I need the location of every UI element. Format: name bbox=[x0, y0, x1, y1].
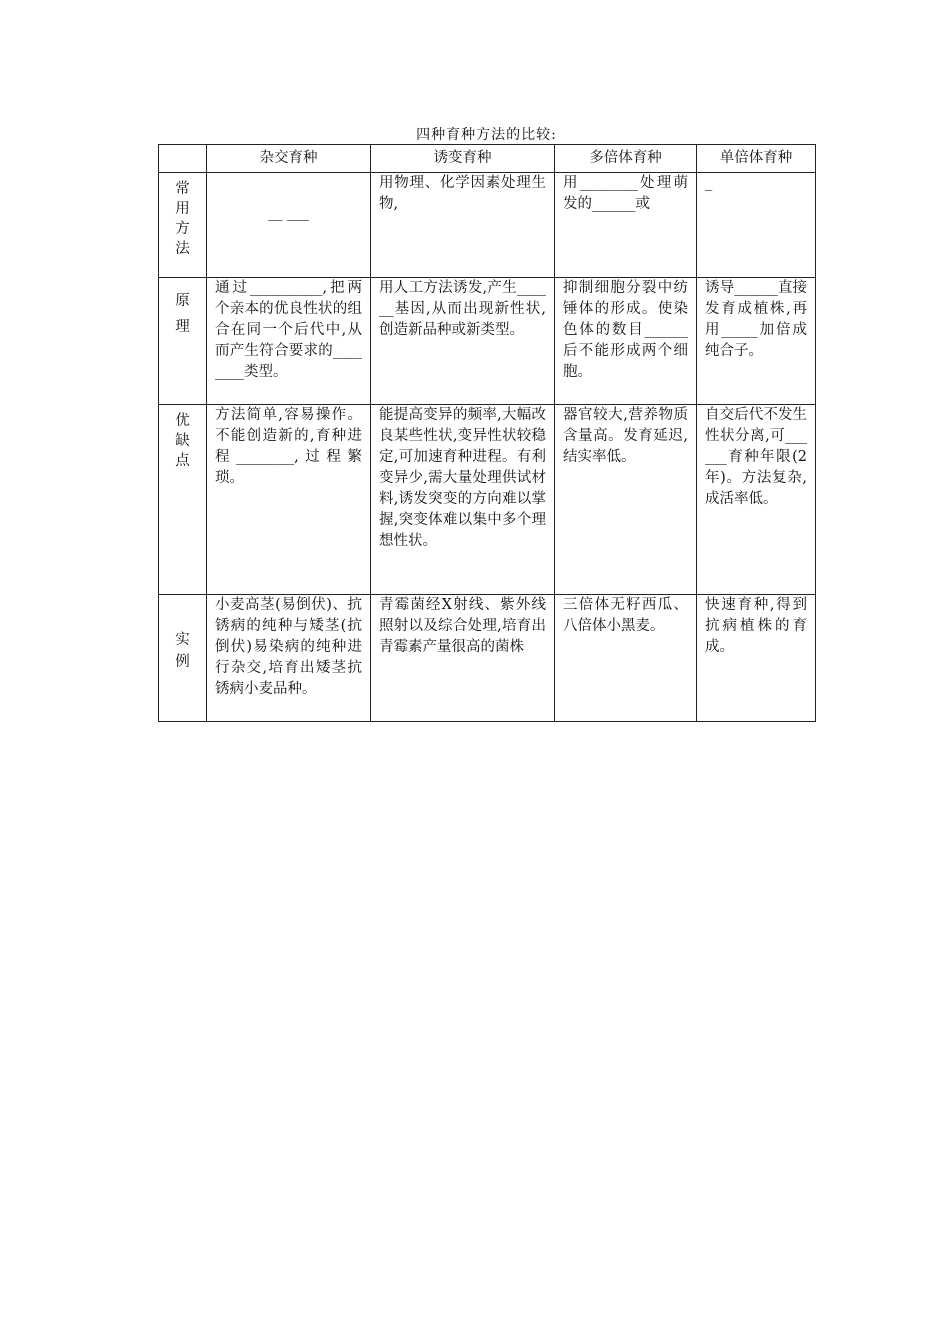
row-label-principle bbox=[159, 278, 207, 405]
table-cell bbox=[555, 278, 697, 405]
table-row bbox=[159, 278, 816, 405]
table-cell bbox=[207, 405, 371, 595]
cell-text: 方法简单,容易操作。不能创造新的,育种进程________,过程繁琐。 bbox=[215, 407, 362, 486]
cell-text: 抑制细胞分裂中纺锤体的形成。使染色体的数目______后不能形成两个细胞。 bbox=[563, 280, 688, 380]
table-cell bbox=[371, 595, 555, 722]
table-header-row bbox=[159, 145, 816, 173]
cell-text: 用物理、化学因素处理生物, bbox=[379, 175, 546, 212]
table-cell bbox=[697, 173, 816, 278]
cell-text: 通过__________,把两个亲本的优良性状的组合在同一个后代中,从而产生符合要求的________类型。 bbox=[215, 280, 362, 380]
cell-text: 用人工方法诱发,产生______基因,从而出现新性状,创造新品种或新类型。 bbox=[379, 280, 546, 338]
header-cell-haploid-breeding: 单倍体育种 bbox=[697, 145, 816, 173]
cell-text: 青霉菌经X射线、紫外线照射以及综合处理,培育出青霉素产量很高的菌株 bbox=[379, 597, 546, 655]
cell-text: 快速育种,得到抗病植株的育成。 bbox=[705, 597, 807, 655]
table-cell bbox=[697, 278, 816, 405]
cell-text: 诱导______直接发育成植株,再用_____加倍成纯合子。 bbox=[705, 280, 807, 359]
table-cell bbox=[555, 405, 697, 595]
row-label-text: 实 例 bbox=[175, 632, 190, 670]
row-label-pros-cons bbox=[159, 405, 207, 595]
table-cell bbox=[207, 595, 371, 722]
cell-text: __ ___ bbox=[268, 205, 309, 221]
row-label-text: 原 理 bbox=[175, 293, 190, 335]
header-cell-mutation-breeding: 诱变育种 bbox=[371, 145, 555, 173]
header-cell-cross-breeding: 杂交育种 bbox=[207, 145, 371, 173]
document-title: 四种育种方法的比较: bbox=[416, 127, 557, 143]
table-row bbox=[159, 595, 816, 722]
cell-text: 三倍体无籽西瓜、八倍体小黑麦。 bbox=[563, 597, 688, 634]
row-label-example bbox=[159, 595, 207, 722]
cell-text: 能提高变异的频率,大幅改良某些性状,变异性状较稳定,可加速育种进程。有利变异少,需大量处理供试材料,诱发突变的方向难以掌握,突变体难以集中多个理想性状。 bbox=[379, 407, 546, 549]
header-cell-corner bbox=[159, 145, 207, 173]
cell-text: _ bbox=[705, 175, 713, 191]
table-cell bbox=[371, 278, 555, 405]
table-cell bbox=[371, 405, 555, 595]
table-cell bbox=[207, 173, 371, 278]
table-cell bbox=[697, 405, 816, 595]
cell-text: 小麦高茎(易倒伏)、抗锈病的纯种与矮茎(抗倒伏)易染病的纯种进行杂交,培育出矮茎抗锈病小麦品种。 bbox=[215, 597, 362, 697]
table-cell bbox=[207, 278, 371, 405]
table-cell bbox=[371, 173, 555, 278]
table-cell bbox=[697, 595, 816, 722]
row-label-text: 常用方法 bbox=[175, 181, 190, 257]
cell-text: 自交后代不发生性状分离,可______育种年限(2年)。方法复杂,成活率低。 bbox=[705, 407, 807, 507]
table-cell bbox=[555, 595, 697, 722]
table-cell bbox=[555, 173, 697, 278]
cell-text: 用________处理萌发的______或 bbox=[563, 175, 688, 212]
comparison-table bbox=[158, 144, 816, 722]
row-label-text: 优缺点 bbox=[175, 413, 190, 469]
cell-text: 器官较大,营养物质含量高。发育延迟,结实率低。 bbox=[563, 407, 688, 465]
header-cell-polyploid-breeding: 多倍体育种 bbox=[555, 145, 697, 173]
row-label-method bbox=[159, 173, 207, 278]
table-row bbox=[159, 405, 816, 595]
table-row bbox=[159, 173, 816, 278]
